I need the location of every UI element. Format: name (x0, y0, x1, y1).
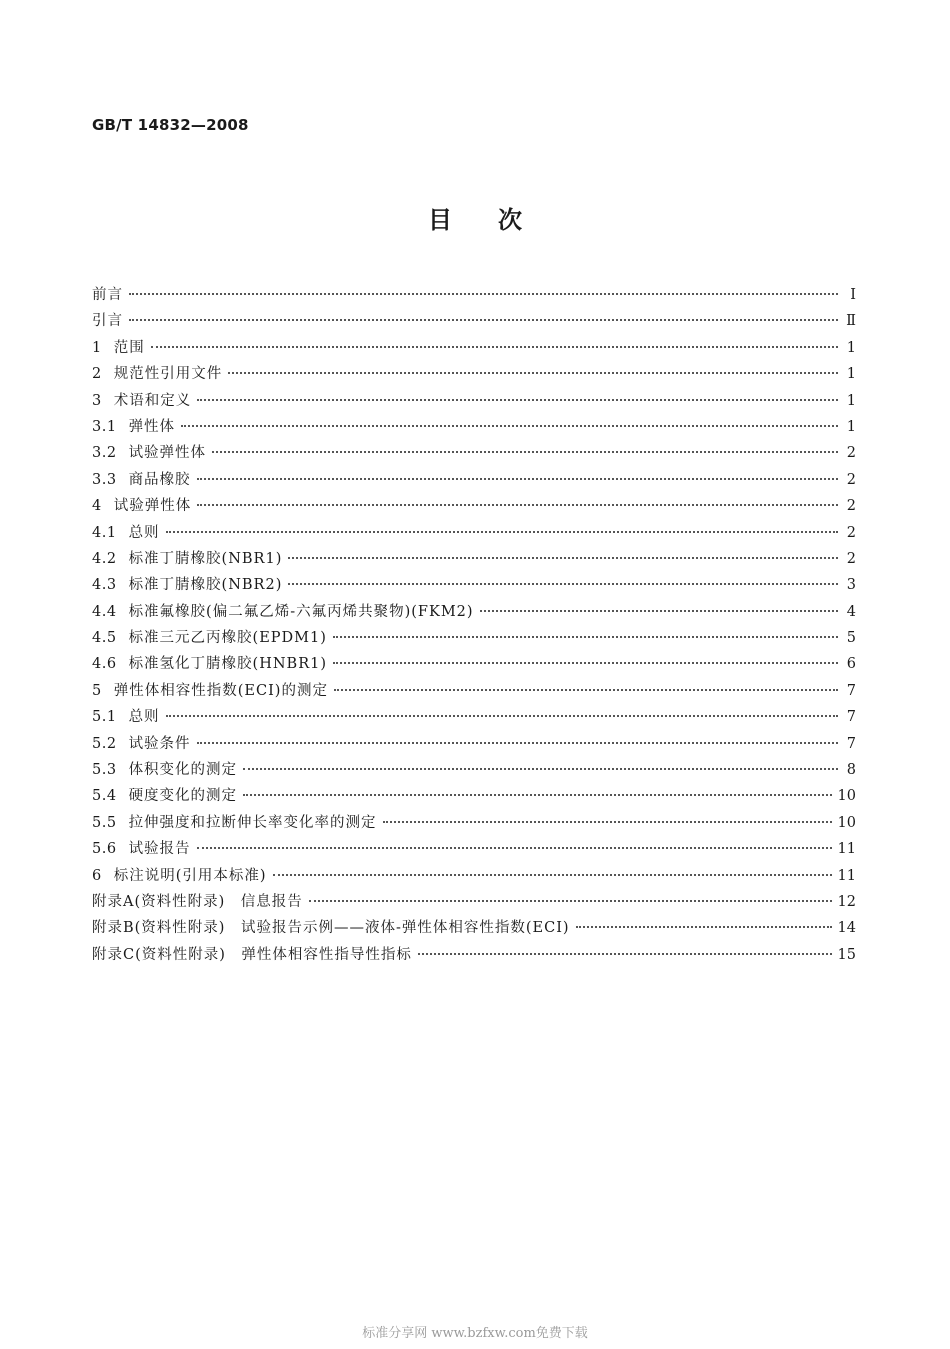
toc-dot-leader (166, 709, 838, 717)
toc-entry[interactable] (92, 440, 856, 466)
toc-entry-number: 3.1 (92, 418, 117, 435)
toc-entry-title: 总则 (128, 709, 160, 726)
toc-entry-page: 11 (837, 841, 856, 858)
toc-dot-leader (383, 815, 832, 823)
toc-entry-page: 1 (846, 366, 856, 383)
toc-entry[interactable] (92, 335, 856, 361)
toc-entry-number: 4.4 (92, 603, 117, 620)
toc-entry-title: 标准丁腈橡胶(NBR1) (128, 550, 283, 567)
toc-entry-title: 引言 (92, 313, 123, 330)
toc-entry[interactable] (92, 704, 856, 730)
toc-entry-number: 5.1 (92, 709, 117, 726)
toc-entry[interactable] (92, 678, 856, 704)
toc-entry-number: 1 (92, 339, 102, 356)
toc-dot-leader (333, 656, 838, 664)
toc-entry-title: 商品橡胶 (128, 471, 191, 488)
toc-entry-title: 附录C(资料性附录) 弹性体相容性指导性指标 (92, 946, 412, 963)
toc-entry-title: 总则 (128, 524, 160, 541)
toc-dot-leader (197, 841, 832, 849)
toc-entry[interactable] (92, 546, 856, 572)
toc-entry[interactable] (92, 915, 856, 941)
toc-entry-number: 5.6 (92, 841, 117, 858)
toc-entry-page: 14 (837, 920, 856, 937)
toc-entry-number: 3.3 (92, 471, 117, 488)
standard-code: GB/T 14832—2008 (92, 116, 249, 134)
toc-entry-title: 附录A(资料性附录) 信息报告 (92, 893, 303, 910)
toc-dot-leader (273, 868, 832, 876)
toc-entry-title: 范围 (113, 339, 145, 356)
toc-entry-title: 标注说明(引用本标准) (113, 867, 267, 884)
toc-dot-leader (197, 736, 838, 744)
toc-dot-leader (418, 947, 832, 955)
toc-entry-number: 5.3 (92, 762, 117, 779)
toc-entry[interactable] (92, 757, 856, 783)
toc-entry[interactable] (92, 572, 856, 598)
toc-entry-page: 1 (846, 392, 856, 409)
toc-entry[interactable] (92, 625, 856, 651)
toc-entry-page: 15 (837, 946, 856, 963)
toc-entry[interactable] (92, 493, 856, 519)
toc-entry-number: 5 (92, 682, 102, 699)
toc-entry-number: 4.6 (92, 656, 117, 673)
toc-entry-page: 10 (837, 814, 856, 831)
toc-entry-number: 4.3 (92, 577, 117, 594)
toc-dot-leader (243, 788, 831, 796)
toc-entry-title: 术语和定义 (113, 392, 192, 409)
toc-entry[interactable] (92, 282, 856, 308)
toc-entry-title: 标准丁腈橡胶(NBR2) (128, 577, 283, 594)
toc-dot-leader (129, 287, 838, 295)
toc-entry-number: 6 (92, 867, 102, 884)
toc-entry-page: 2 (846, 445, 856, 462)
toc-dot-leader (166, 525, 838, 533)
toc-entry-page: 12 (837, 893, 856, 910)
toc-dot-leader (197, 498, 838, 506)
toc-entry-page: Ⅰ (850, 287, 856, 303)
toc-entry[interactable] (92, 863, 856, 889)
toc-entry-number: 4.2 (92, 550, 117, 567)
toc-entry-page: 2 (846, 550, 856, 567)
toc-entry[interactable] (92, 599, 856, 625)
toc-entry-page: 7 (846, 735, 856, 752)
toc-entry-number: 4 (92, 498, 102, 515)
toc-entry[interactable] (92, 361, 856, 387)
toc-dot-leader (197, 472, 838, 480)
toc-entry-page: 2 (846, 524, 856, 541)
toc-dot-leader (151, 340, 838, 348)
toc-entry-title: 硬度变化的测定 (128, 788, 238, 805)
toc-entry[interactable] (92, 651, 856, 677)
toc-entry-number: 4.5 (92, 630, 117, 647)
toc-entry[interactable] (92, 414, 856, 440)
toc-entry[interactable] (92, 467, 856, 493)
toc-entry-page: 3 (846, 577, 856, 594)
toc-entry-page: 1 (846, 339, 856, 356)
toc-entry-title: 体积变化的测定 (128, 762, 238, 779)
toc-entry-number: 5.4 (92, 788, 117, 805)
toc-entry[interactable] (92, 942, 856, 968)
toc-entry-title: 前言 (92, 287, 123, 303)
toc-entry-title: 附录B(资料性附录) 试验报告示例——液体-弹性体相容性指数(ECI) (92, 920, 570, 937)
toc-dot-leader (228, 366, 838, 374)
toc-entry-page: 6 (846, 656, 856, 673)
toc-dot-leader (212, 445, 838, 453)
toc-entry-page: Ⅱ (846, 313, 856, 330)
toc-entry[interactable] (92, 308, 856, 334)
toc-dot-leader (288, 577, 838, 585)
toc-entry-title: 试验报告 (128, 841, 191, 858)
footer-watermark: 标准分享网 www.bzfxw.com免费下载 (362, 1326, 588, 1341)
toc-entry-title: 试验弹性体 (128, 445, 207, 462)
toc-dot-leader (309, 894, 832, 902)
toc-entry-page: 4 (846, 603, 856, 620)
toc-entry-title: 试验条件 (128, 735, 191, 752)
toc-dot-leader (243, 762, 838, 770)
toc-entry-number: 3.2 (92, 445, 117, 462)
toc-dot-leader (181, 419, 838, 427)
toc-entry-title: 拉伸强度和拉断伸长率变化率的测定 (128, 814, 377, 831)
toc-entry-number: 2 (92, 366, 102, 383)
toc-entry[interactable] (92, 520, 856, 546)
toc-entry-page: 2 (846, 471, 856, 488)
toc-entry-title: 试验弹性体 (113, 498, 192, 515)
toc-dot-leader (197, 393, 838, 401)
toc-dot-leader (333, 630, 838, 638)
toc-entry-number: 4.1 (92, 524, 117, 541)
toc-entry-page: 7 (846, 709, 856, 726)
toc-dot-leader (480, 604, 838, 612)
toc-entry[interactable] (92, 836, 856, 862)
toc-dot-leader (129, 313, 838, 321)
toc-entry[interactable] (92, 783, 856, 809)
toc-entry-page: 5 (846, 630, 856, 647)
toc-entry-page: 11 (837, 867, 856, 884)
toc-entry-title: 标准氢化丁腈橡胶(HNBR1) (128, 656, 328, 673)
toc-entry-title: 规范性引用文件 (113, 366, 223, 383)
toc-entry-page: 8 (846, 762, 856, 779)
toc-entry-title: 弹性体相容性指数(ECI)的测定 (113, 682, 328, 699)
toc-entry-title: 弹性体 (128, 418, 176, 435)
toc-entry-title: 标准氟橡胶(偏二氟乙烯-六氟丙烯共聚物)(FKM2) (128, 603, 474, 620)
toc-entry[interactable] (92, 731, 856, 757)
toc-entry-page: 1 (846, 418, 856, 435)
toc-entry-number: 5.5 (92, 814, 117, 831)
toc-entry[interactable] (92, 889, 856, 915)
toc-entry-title: 标准三元乙丙橡胶(EPDM1) (128, 630, 327, 647)
table-of-contents (92, 282, 856, 968)
toc-dot-leader (288, 551, 838, 559)
toc-dot-leader (576, 920, 832, 928)
toc-entry-page: 2 (846, 498, 856, 515)
toc-entry[interactable] (92, 388, 856, 414)
toc-entry-page: 7 (846, 682, 856, 699)
page-title: 目次 (428, 206, 568, 234)
toc-entry-page: 10 (837, 788, 856, 805)
toc-dot-leader (334, 683, 838, 691)
toc-entry[interactable] (92, 810, 856, 836)
toc-entry-number: 3 (92, 392, 102, 409)
toc-entry-number: 5.2 (92, 735, 117, 752)
